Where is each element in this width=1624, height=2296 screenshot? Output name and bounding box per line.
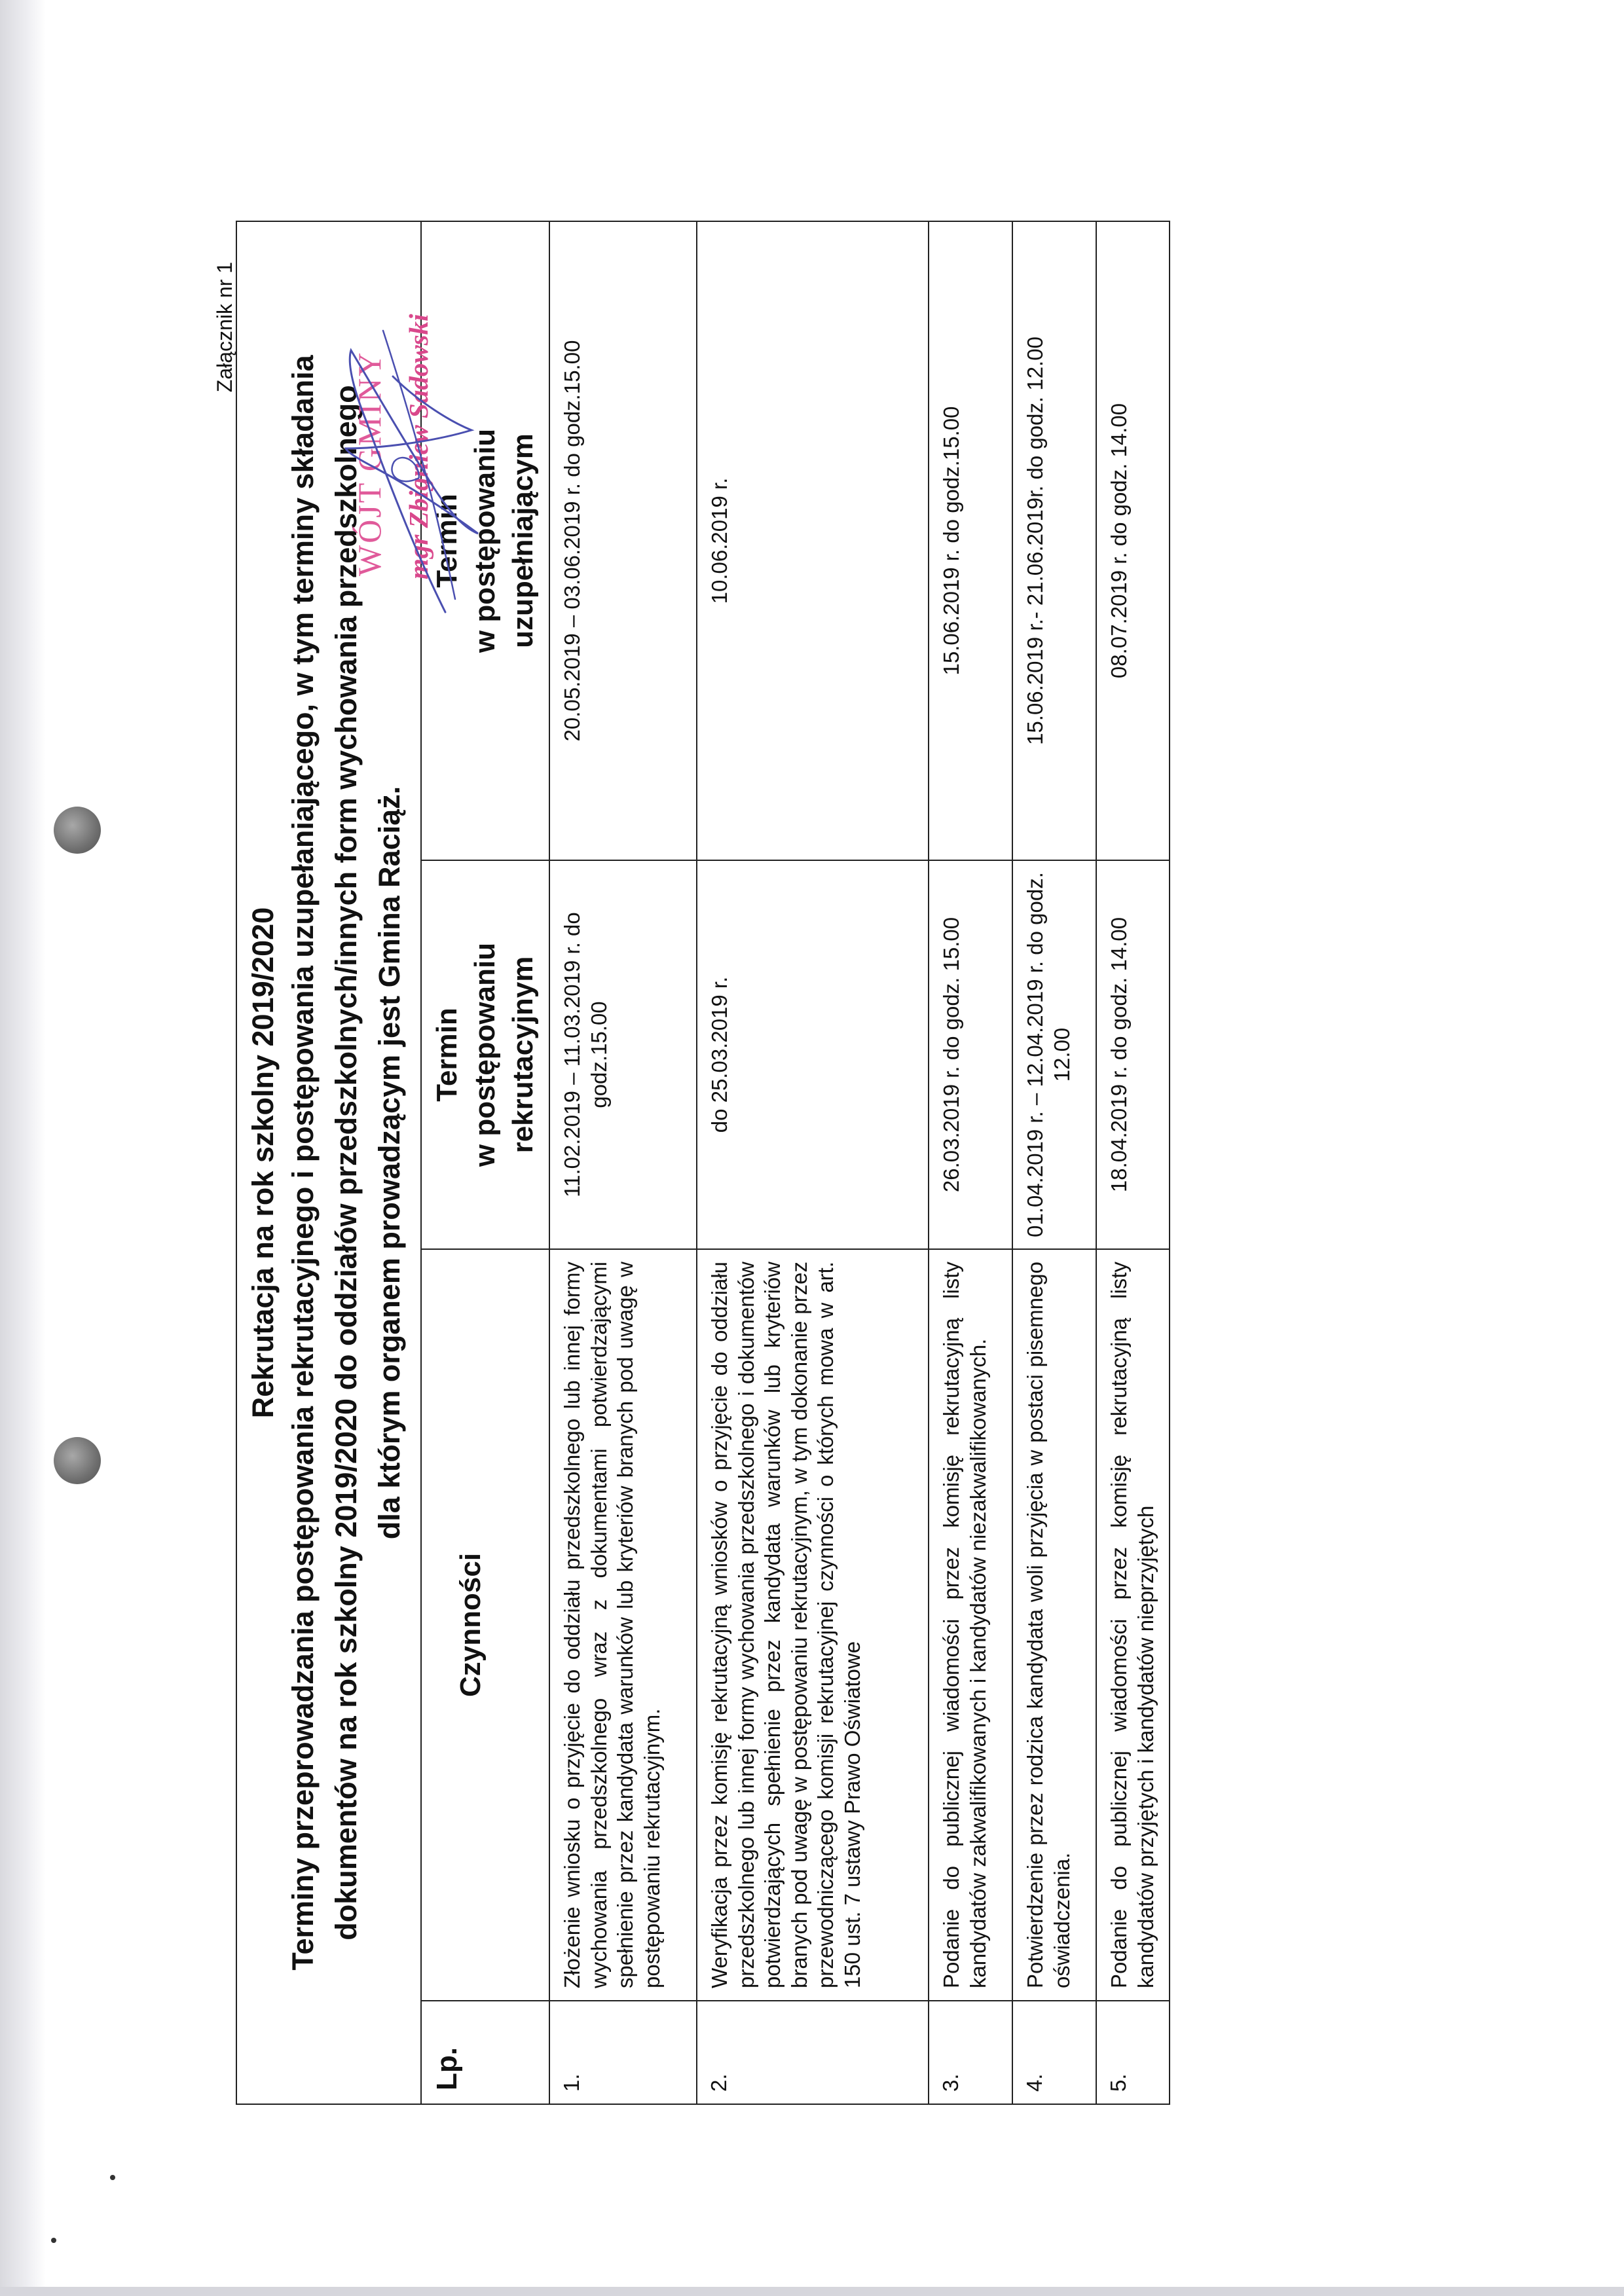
- stamp-name: mgr Zbigniew Sadowski: [403, 314, 434, 579]
- title-line-4: dla którym organem prowadzącym jest Gmina Raciąż.: [373, 786, 406, 1540]
- row-activity: Podanie do publicznej wiadomości przez komisję rekrutacyjną listy kandydatów zakwalifikowanych i kandydatów niezakwalifikowanych.: [929, 1249, 1012, 2001]
- row-lp: 3.: [929, 2001, 1012, 2104]
- title-line-2: Terminy przeprowadzania postępowania rekrutacyjnego i postępowania uzupełaniającego, w tym terminy składania: [286, 355, 320, 1971]
- header-term-supplementary-line-1: Termin: [431, 494, 463, 588]
- title-line-3: dokumentów na rok szkolny 2019/2020 do oddziałów przedszkolnych/innych form wychowania przedszkolnego: [329, 385, 363, 1941]
- scan-bottom-edge: [0, 2287, 1624, 2296]
- header-term-recruitment-line-1: Termin: [431, 1008, 463, 1102]
- scan-speck: [51, 2238, 56, 2243]
- row-term-supplementary: 10.06.2019 r.: [697, 221, 929, 860]
- row-lp: 4.: [1012, 2001, 1096, 2104]
- row-term-recruitment: 01.04.2019 r. – 12.04.2019 r. do godz. 12.00: [1012, 860, 1096, 1249]
- header-term-recruitment-line-3: rekrutacyjnym: [507, 956, 539, 1154]
- row-term-supplementary: 15.06.2019 r. do godz.15.00: [929, 221, 1012, 860]
- header-term-recruitment: [421, 860, 549, 1249]
- row-term-recruitment: 11.02.2019 – 11.03.2019 r. do godz.15.00: [549, 860, 697, 1249]
- row-term-recruitment: 18.04.2019 r. do godz. 14.00: [1096, 860, 1170, 1249]
- row-lp: 1.: [549, 2001, 697, 2104]
- row-activity: Weryfikacja przez komisję rekrutacyjną wniosków o przyjęcie do oddziału przedszkolnego lub innej formy wychowania przedszkolnego i dokumentów potwierdzających spełnienie przez kandydata warunków lub kryteriów branych pod uwagę w postępowaniu rekrutacyjnym, w tym dokonanie przez przewodniczącego komisji rekrutacyjnej czynności o których mowa w art. 150 ust. 7 ustawy Prawo Oświatowe: [697, 1249, 929, 2001]
- row-lp: 2.: [697, 2001, 929, 2104]
- punch-hole-top: [54, 807, 101, 854]
- row-lp: 5.: [1096, 2001, 1170, 2104]
- row-term-supplementary: 15.06.2019 r.- 21.06.2019r. do godz. 12.00: [1012, 221, 1096, 860]
- row-term-recruitment: do 25.03.2019 r.: [697, 860, 929, 1249]
- annex-label: Załącznik nr 1: [213, 262, 236, 393]
- header-term-supplementary-line-2: w postępowaniu: [469, 428, 501, 653]
- table-row: [929, 221, 1012, 2104]
- scan-speck: [110, 2175, 115, 2180]
- header-term-supplementary-line-3: uzupełniającym: [507, 433, 539, 648]
- row-activity: Podanie do publicznej wiadomości przez komisję rekrutacyjną listy kandydatów przyjętych i kandydatów nieprzyjętych: [1096, 1249, 1170, 2001]
- row-activity: Potwierdzenie przez rodzica kandydata woli przyjęcia w postaci pisemnego oświadczenia.: [1012, 1249, 1096, 2001]
- mayor-stamp: [321, 298, 511, 638]
- header-activities: Czynności: [421, 1249, 549, 2001]
- row-term-supplementary: 20.05.2019 – 03.06.2019 r. do godz.15.00: [549, 221, 697, 860]
- table-row: [549, 221, 697, 2104]
- row-term-recruitment: 26.03.2019 r. do godz. 15.00: [929, 860, 1012, 1249]
- handwritten-signature-icon: [321, 298, 511, 638]
- table-row: [1012, 221, 1096, 2104]
- punch-hole-bottom: [54, 1437, 101, 1484]
- table-row: [697, 221, 929, 2104]
- scan-page-edge: [0, 0, 46, 2296]
- table-row: [1096, 221, 1170, 2104]
- header-lp: Lp.: [421, 2001, 549, 2104]
- row-activity: Złożenie wniosku o przyjęcie do oddziału przedszkolnego lub innej formy wychowania przedszkolnego wraz z dokumentami potwierdzającymi spełnienie przez kandydata warunków lub kryteriów branych pod uwagę w postępowaniu rekrutacyjnym.: [549, 1249, 697, 2001]
- header-term-recruitment-line-2: w postępowaniu: [469, 942, 501, 1167]
- row-term-supplementary: 08.07.2019 r. do godz. 14.00: [1096, 221, 1170, 860]
- stamp-title: WÓJT GMINY: [351, 350, 388, 576]
- title-line-1: Rekrutacja na rok szkolny 2019/2020: [246, 907, 280, 1419]
- rotated-document-sheet: [151, 216, 1460, 2131]
